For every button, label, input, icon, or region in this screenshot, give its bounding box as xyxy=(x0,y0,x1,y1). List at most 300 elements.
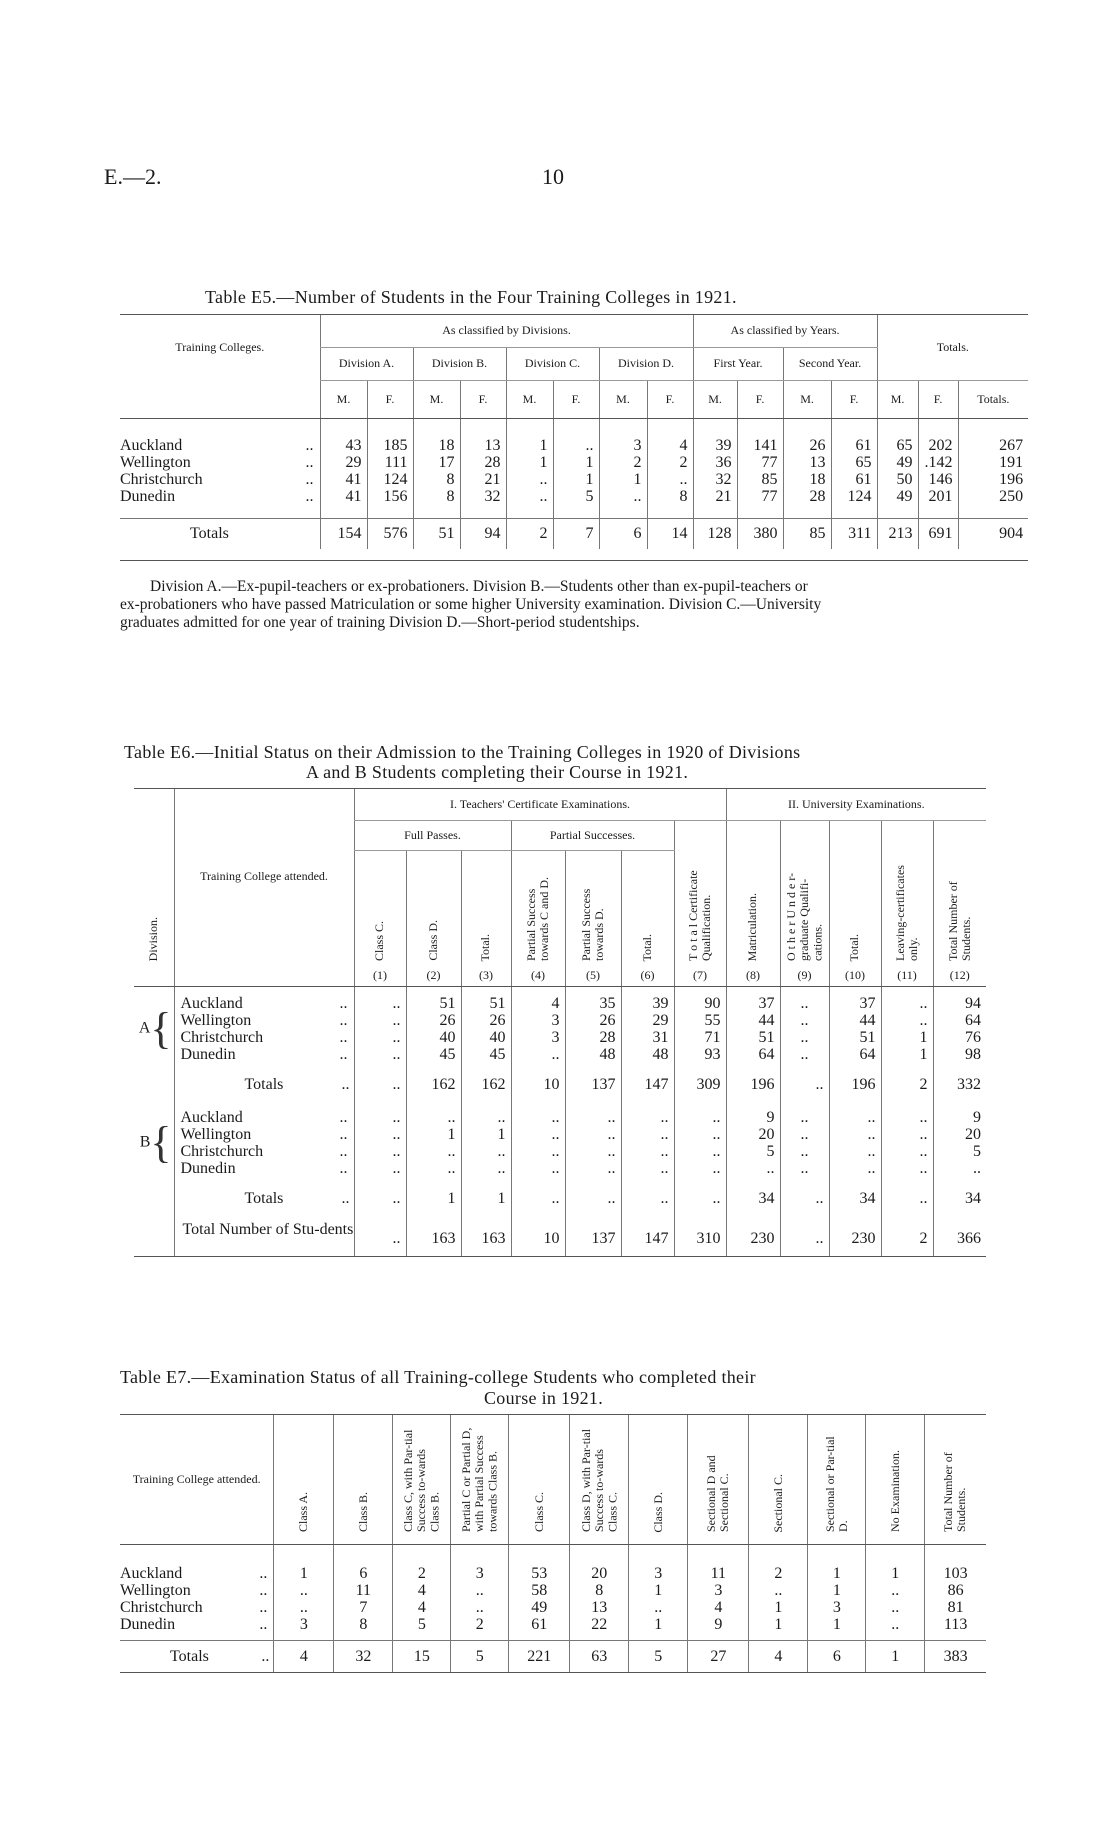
total-cell: 63 xyxy=(570,1641,629,1673)
total-cell: 230 xyxy=(829,1221,881,1257)
college-name: Christchurch .. xyxy=(120,1598,268,1616)
total-cell: 147 xyxy=(621,1071,674,1099)
cell-value: 64 xyxy=(965,1011,982,1029)
cell-value: 4 xyxy=(551,994,560,1012)
dot-leader: .. xyxy=(339,1142,348,1160)
cell-value: 1 xyxy=(654,1615,663,1633)
cell-value: .. xyxy=(919,1125,928,1143)
total-cell: .. xyxy=(674,1185,726,1213)
cell-value: .. xyxy=(551,1142,560,1160)
total-cell: 904 xyxy=(958,519,1028,549)
college-name: Christchurch .. xyxy=(180,1142,348,1160)
column-number: (2) xyxy=(406,965,461,987)
e5-notes xyxy=(120,578,990,632)
dot-leader: .. xyxy=(305,453,314,471)
table-e7-title-line1: Table E7.—Examination Status of all Training-college Students who completed their xyxy=(120,1367,756,1387)
cell-value: .. xyxy=(660,1159,669,1177)
cell-value: 55 xyxy=(704,1011,721,1029)
total-cell: 94 xyxy=(460,519,506,549)
college-name: Dunedin .. xyxy=(120,487,314,505)
cell-value: 18 xyxy=(809,470,826,488)
cell-value: 2 xyxy=(417,1564,426,1582)
e5-first-year: First Year. xyxy=(693,348,783,381)
cell-value: .. xyxy=(679,470,688,488)
column-number: (12) xyxy=(933,965,986,987)
cell-value: 3 xyxy=(299,1615,308,1633)
page-number: 10 xyxy=(542,164,564,189)
e6-group-partial: Partial Successes. xyxy=(511,821,674,851)
e6-col-header: Class D. xyxy=(425,920,440,961)
cell-value: .. xyxy=(551,1045,560,1063)
division-a-block xyxy=(134,995,986,1063)
cell-value: 1 xyxy=(832,1581,841,1599)
cell-value: 51 xyxy=(489,994,506,1012)
table-e6-title-line2: A and B Students completing their Course in 1921. xyxy=(306,762,689,782)
cell-value: 28 xyxy=(809,487,826,505)
cell-value: 1 xyxy=(774,1615,783,1633)
cell-value: 3 xyxy=(551,1028,560,1046)
cell-value: 76 xyxy=(965,1028,982,1046)
cell-value: 45 xyxy=(439,1045,456,1063)
cell-value: 4 xyxy=(417,1598,426,1616)
total-cell: .. xyxy=(354,1185,406,1213)
cell-value: .. xyxy=(800,1045,809,1063)
e5-m: M. xyxy=(877,381,918,419)
e7-col-header: Sectional or Par-tial D. xyxy=(822,1436,850,1533)
cell-value: 185 xyxy=(383,436,408,454)
cell-value: .. xyxy=(392,1045,401,1063)
e5-group-years: As classified by Years. xyxy=(693,315,877,348)
e6-col-college: Training College attended. xyxy=(174,789,354,965)
cell-value: 31 xyxy=(652,1028,669,1046)
e5-division-c: Division C. xyxy=(506,348,599,381)
cell-value: 1 xyxy=(585,453,594,471)
cell-value: 86 xyxy=(947,1581,964,1599)
e7-col-header: Class D. xyxy=(650,1491,665,1533)
e5-m: M. xyxy=(413,381,460,419)
cell-value: 3 xyxy=(714,1581,723,1599)
cell-value: 58 xyxy=(531,1581,548,1599)
dot-leader: .. xyxy=(259,1581,268,1599)
cell-value: 9 xyxy=(766,1108,775,1126)
table-e6 xyxy=(134,788,986,1257)
e7-col-header: Total Number of Students. xyxy=(941,1452,969,1533)
total-cell: 32 xyxy=(334,1641,393,1673)
cell-value: 124 xyxy=(383,470,408,488)
cell-value: .. xyxy=(539,487,548,505)
cell-value: .. xyxy=(392,994,401,1012)
table-e6-title-line1: Table E6.—Initial Status on their Admission to the Training Colleges in 1920 of Divisions xyxy=(124,742,801,762)
cell-value: .. xyxy=(447,1142,456,1160)
cell-value: 7 xyxy=(359,1598,368,1616)
cell-value: 3 xyxy=(654,1564,663,1582)
cell-value: 35 xyxy=(599,994,616,1012)
cell-value: 77 xyxy=(761,453,778,471)
cell-value: 146 xyxy=(928,470,953,488)
dot-leader: .. xyxy=(339,1011,348,1029)
e7-col-header: Class A. xyxy=(296,1492,311,1533)
dot-leader: .. xyxy=(339,1045,348,1063)
brace-icon: { xyxy=(150,1117,172,1167)
cell-value: 1 xyxy=(585,470,594,488)
e5-group-divisions: As classified by Divisions. xyxy=(320,315,693,348)
cell-value: 6 xyxy=(359,1564,368,1582)
e5-m: M. xyxy=(320,381,367,419)
cell-value: .. xyxy=(585,436,594,454)
total-cell: 1 xyxy=(406,1185,461,1213)
cell-value: 196 xyxy=(999,470,1024,488)
cell-value: 37 xyxy=(758,994,775,1012)
e6-col-header: Partial Success towards D. xyxy=(578,888,606,961)
cell-value: .. xyxy=(891,1598,900,1616)
total-cell: 309 xyxy=(674,1071,726,1099)
cell-value: 77 xyxy=(761,487,778,505)
division-b-label: B xyxy=(139,1133,151,1151)
cell-value: .. xyxy=(392,1142,401,1160)
cell-value: 20 xyxy=(591,1564,608,1582)
cell-value: .. xyxy=(919,1108,928,1126)
e7-col-header: Class C. xyxy=(531,1492,546,1533)
grand-total-label: Total Number of Stu-dents xyxy=(174,1221,354,1257)
total-cell: 1 xyxy=(461,1185,511,1213)
e5-group-totals: Totals. xyxy=(877,315,1028,381)
cell-value: .. xyxy=(392,1108,401,1126)
cell-value: 13 xyxy=(591,1598,608,1616)
cell-value: 8 xyxy=(446,470,455,488)
e5-col-totals: Totals. xyxy=(958,381,1028,419)
cell-value: 113 xyxy=(943,1615,968,1633)
cell-value: 2 xyxy=(475,1615,484,1633)
cell-value: 49 xyxy=(896,453,913,471)
column-number: (6) xyxy=(621,965,674,987)
dot-leader: .. xyxy=(339,994,348,1012)
college-name: Wellington .. xyxy=(180,1125,348,1143)
cell-value: .. xyxy=(447,1108,456,1126)
total-cell: 380 xyxy=(737,519,783,549)
cell-value: 22 xyxy=(591,1615,608,1633)
total-cell: 163 xyxy=(406,1221,461,1257)
cell-value: 1 xyxy=(654,1581,663,1599)
cell-value: .. xyxy=(800,994,809,1012)
total-cell: 196 xyxy=(726,1071,780,1099)
total-cell: 2 xyxy=(881,1221,933,1257)
brace-icon: { xyxy=(150,1003,172,1053)
table-row xyxy=(120,1565,986,1633)
e5-col-training-colleges: Training Colleges. xyxy=(120,315,320,381)
cell-value: .. xyxy=(867,1142,876,1160)
total-cell: 162 xyxy=(461,1071,511,1099)
e6-group-full: Full Passes. xyxy=(354,821,511,851)
e6-col-header: Total Number of Students. xyxy=(945,881,973,961)
cell-value: 4 xyxy=(714,1598,723,1616)
e6-col-header: Partial Success towards C and D. xyxy=(523,877,551,961)
column-number: (4) xyxy=(511,965,565,987)
cell-value: .. xyxy=(654,1598,663,1616)
e6-col-header: Total. xyxy=(478,933,493,961)
e5-division-a: Division A. xyxy=(320,348,413,381)
cell-value: .. xyxy=(800,1028,809,1046)
total-cell: 332 xyxy=(933,1071,986,1099)
e6-col-header: Matriculation. xyxy=(745,892,760,961)
total-cell: 311 xyxy=(831,519,877,549)
cell-value: 202 xyxy=(928,436,953,454)
total-cell: 310 xyxy=(674,1221,726,1257)
cell-value: 61 xyxy=(855,470,872,488)
cell-value: 26 xyxy=(809,436,826,454)
cell-value: .. xyxy=(551,1108,560,1126)
cell-value: .. xyxy=(497,1159,506,1177)
e5-division-d: Division D. xyxy=(599,348,693,381)
college-name: Dunedin .. xyxy=(180,1159,348,1177)
cell-value: 1 xyxy=(299,1564,308,1582)
cell-value: 49 xyxy=(896,487,913,505)
column-number: (8) xyxy=(726,965,780,987)
cell-value: 111 xyxy=(384,453,408,471)
cell-value: 5 xyxy=(417,1615,426,1633)
cell-value: 61 xyxy=(531,1615,548,1633)
cell-value: .. xyxy=(392,1011,401,1029)
cell-value: 5 xyxy=(973,1142,982,1160)
total-cell: 27 xyxy=(688,1641,749,1673)
table-row xyxy=(120,437,1028,505)
dot-leader: .. xyxy=(339,1125,348,1143)
cell-value: 37 xyxy=(859,994,876,1012)
cell-value: 21 xyxy=(715,487,732,505)
cell-value: 41 xyxy=(345,487,362,505)
cell-value: .. xyxy=(712,1108,721,1126)
total-cell: 366 xyxy=(933,1221,986,1257)
table-e5-title: Table E5.—Number of Students in the Four Training Colleges in 1921. xyxy=(205,287,737,307)
column-number: (10) xyxy=(829,965,881,987)
cell-value: 53 xyxy=(531,1564,548,1582)
cell-value: 1 xyxy=(832,1564,841,1582)
cell-value: .. xyxy=(800,1159,809,1177)
cell-value: .. xyxy=(867,1125,876,1143)
cell-value: 39 xyxy=(715,436,732,454)
cell-value: 191 xyxy=(999,453,1024,471)
cell-value: 26 xyxy=(489,1011,506,1029)
dot-leader: .. xyxy=(339,1159,348,1177)
cell-value: 201 xyxy=(928,487,953,505)
e7-col-header: No Examination. xyxy=(887,1450,902,1533)
e5-f: F. xyxy=(460,381,506,419)
dot-leader: .. xyxy=(259,1615,268,1633)
cell-value: 2 xyxy=(774,1564,783,1582)
e6-col-header: T o t a l Certificate Qualification. xyxy=(685,870,713,961)
dot-leader: .. xyxy=(305,470,314,488)
cell-value: 20 xyxy=(758,1125,775,1143)
cell-value: 29 xyxy=(652,1011,669,1029)
cell-value: 61 xyxy=(855,436,872,454)
total-cell: 128 xyxy=(693,519,737,549)
cell-value: 32 xyxy=(715,470,732,488)
total-cell: 5 xyxy=(629,1641,688,1673)
cell-value: 20 xyxy=(965,1125,982,1143)
totals-row xyxy=(120,1641,986,1673)
cell-value: 1 xyxy=(919,1045,928,1063)
cell-value: 51 xyxy=(859,1028,876,1046)
cell-value: 1 xyxy=(497,1125,506,1143)
cell-value: 44 xyxy=(758,1011,775,1029)
college-name: Christchurch .. xyxy=(120,470,314,488)
cell-value: .. xyxy=(299,1581,308,1599)
cell-value: 90 xyxy=(704,994,721,1012)
total-cell: 221 xyxy=(509,1641,570,1673)
division-b-block xyxy=(134,1109,986,1177)
column-number: (5) xyxy=(565,965,621,987)
e5-f: F. xyxy=(553,381,599,419)
cell-value: 1 xyxy=(832,1615,841,1633)
e6-col-header: O t h e r U n d e r-graduate Qualifi-cations. xyxy=(783,872,825,961)
cell-value: 250 xyxy=(999,487,1024,505)
cell-value: .. xyxy=(539,470,548,488)
college-name: Wellington .. xyxy=(120,453,314,471)
total-cell: 14 xyxy=(647,519,693,549)
total-cell: 6 xyxy=(808,1641,866,1673)
cell-value: .. xyxy=(299,1598,308,1616)
cell-value: 28 xyxy=(599,1028,616,1046)
cell-value: 45 xyxy=(489,1045,506,1063)
cell-value: 3 xyxy=(633,436,642,454)
dot-leader: .. xyxy=(259,1598,268,1616)
column-number: (11) xyxy=(881,965,933,987)
cell-value: 3 xyxy=(551,1011,560,1029)
e7-col-header: Sectional C. xyxy=(770,1473,785,1533)
total-cell: .. xyxy=(511,1185,565,1213)
total-cell: 34 xyxy=(726,1185,780,1213)
cell-value: 81 xyxy=(947,1598,964,1616)
cell-value: .. xyxy=(660,1108,669,1126)
e5-m: M. xyxy=(506,381,553,419)
cell-value: 1 xyxy=(539,453,548,471)
total-cell: 34 xyxy=(829,1185,881,1213)
cell-value: .. xyxy=(497,1108,506,1126)
total-cell: 147 xyxy=(621,1221,674,1257)
cell-value: .. xyxy=(919,1011,928,1029)
cell-value: 141 xyxy=(753,436,778,454)
cell-value: 65 xyxy=(896,436,913,454)
e7-col-header: Sectional D and Sectional C. xyxy=(704,1455,732,1533)
total-cell: .. xyxy=(354,1221,406,1257)
cell-value: .. xyxy=(973,1159,982,1177)
cell-value: .. xyxy=(392,1028,401,1046)
cell-value: .. xyxy=(800,1142,809,1160)
cell-value: 71 xyxy=(704,1028,721,1046)
e6-group-university: II. University Examinations. xyxy=(726,789,986,821)
e7-col-college: Training College attended. xyxy=(120,1415,274,1545)
cell-value: 5 xyxy=(766,1142,775,1160)
cell-value: .. xyxy=(551,1159,560,1177)
note-line: graduates admitted for one year of training Division D.—Short-period studentships. xyxy=(120,614,640,631)
e6-col-header: Leaving-certificates only. xyxy=(892,865,921,961)
cell-value: 50 xyxy=(896,470,913,488)
e7-col-header: Class D, with Par-tial Success to-wards Class C. xyxy=(578,1429,619,1533)
e6-col-header: Class C. xyxy=(372,920,387,961)
cell-value: 26 xyxy=(439,1011,456,1029)
note-line: ex-probationers who have passed Matriculation or some higher University examination. Division C.—University xyxy=(120,596,822,613)
cell-value: .. xyxy=(867,1159,876,1177)
college-name: Wellington .. xyxy=(120,1581,268,1599)
cell-value: .. xyxy=(660,1125,669,1143)
cell-value: 49 xyxy=(531,1598,548,1616)
cell-value: .. xyxy=(392,1125,401,1143)
e7-col-header: Partial C or Partial D, with Partial Success towards Class B. xyxy=(458,1427,500,1533)
cell-value: 4 xyxy=(679,436,688,454)
e7-col-header: Class C, with Par-tial Success to-wards Class B. xyxy=(401,1429,442,1533)
dot-leader: .. xyxy=(305,436,314,454)
cell-value: .. xyxy=(774,1581,783,1599)
cell-value: 32 xyxy=(484,487,501,505)
total-cell: 10 xyxy=(511,1071,565,1099)
total-cell: .. xyxy=(354,1071,406,1099)
cell-value: .. xyxy=(392,1159,401,1177)
cell-value: 98 xyxy=(965,1045,982,1063)
e6-col-header: Total. xyxy=(847,933,862,961)
e5-f: F. xyxy=(737,381,783,419)
e5-f: F. xyxy=(831,381,877,419)
column-number: (1) xyxy=(354,965,406,987)
dot-leader: .. xyxy=(305,487,314,505)
cell-value: 9 xyxy=(973,1108,982,1126)
table-e7-title-line2: Course in 1921. xyxy=(484,1388,603,1408)
e5-second-year: Second Year. xyxy=(783,348,877,381)
cell-value: 124 xyxy=(847,487,872,505)
cell-value: 64 xyxy=(758,1045,775,1063)
cell-value: .. xyxy=(607,1125,616,1143)
cell-value: 51 xyxy=(439,994,456,1012)
totals-row xyxy=(134,1185,986,1213)
cell-value: 17 xyxy=(438,453,455,471)
cell-value: 5 xyxy=(585,487,594,505)
college-name: Auckland .. xyxy=(120,436,314,454)
cell-value: .. xyxy=(919,1159,928,1177)
column-number: (3) xyxy=(461,965,511,987)
total-cell: 2 xyxy=(506,519,553,549)
cell-value: .. xyxy=(919,1142,928,1160)
table-e5 xyxy=(120,314,1028,561)
total-cell: 85 xyxy=(783,519,831,549)
cell-value: .. xyxy=(660,1142,669,1160)
cell-value: 3 xyxy=(475,1564,484,1582)
cell-value: 40 xyxy=(489,1028,506,1046)
total-cell: 10 xyxy=(511,1221,565,1257)
cell-value: .. xyxy=(891,1581,900,1599)
e6-group-teachers: I. Teachers' Certificate Examinations. xyxy=(354,789,726,821)
totals-label: Totals .. xyxy=(120,1641,274,1673)
cell-value: .. xyxy=(497,1142,506,1160)
total-cell: 162 xyxy=(406,1071,461,1099)
cell-value: 29 xyxy=(345,453,362,471)
totals-label: Totals xyxy=(120,519,320,549)
cell-value: 13 xyxy=(809,453,826,471)
college-name: Wellington .. xyxy=(180,1011,348,1029)
cell-value: .. xyxy=(712,1142,721,1160)
cell-value: .. xyxy=(867,1108,876,1126)
cell-value: 8 xyxy=(595,1581,604,1599)
cell-value: .. xyxy=(607,1108,616,1126)
cell-value: 11 xyxy=(355,1581,372,1599)
e5-m: M. xyxy=(693,381,737,419)
college-name: Auckland .. xyxy=(120,1564,268,1582)
cell-value: 21 xyxy=(484,470,501,488)
cell-value: 156 xyxy=(383,487,408,505)
cell-value: .. xyxy=(800,1011,809,1029)
dot-leader: .. xyxy=(259,1564,268,1582)
cell-value: 36 xyxy=(715,453,732,471)
college-name: Auckland .. xyxy=(180,994,348,1012)
college-name: Dunedin .. xyxy=(120,1615,268,1633)
cell-value: 267 xyxy=(999,436,1024,454)
